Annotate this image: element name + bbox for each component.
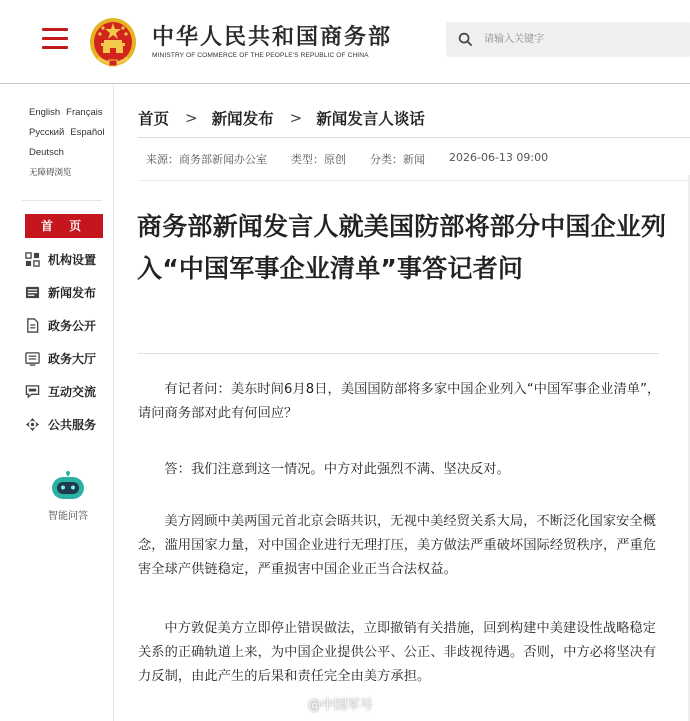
assistant-label[interactable]: 智能问答: [48, 511, 88, 522]
sidebar-item-label: 政务公开: [48, 318, 97, 333]
meta-category: 分类：新闻: [370, 153, 425, 166]
sidebar-item-label: 政务大厅: [48, 351, 97, 366]
site-header: [0, 0, 690, 84]
meta-source: 来源：商务部新闻办公室: [146, 153, 267, 166]
accessibility-link[interactable]: 无障碍浏览: [29, 168, 72, 178]
breadcrumb: [138, 106, 425, 130]
site-name-en[interactable]: MINISTRY OF COMMERCE OF THE PEOPLE'S REPUBLIC OF CHINA: [152, 52, 369, 59]
sidebar: [0, 85, 114, 721]
language-links: [29, 103, 111, 183]
sidebar-item-hall[interactable]: [25, 348, 96, 368]
breadcrumb-separator: >: [185, 109, 198, 127]
sidebar-item-public-service[interactable]: [25, 414, 96, 434]
robot-assistant-icon[interactable]: [50, 471, 86, 501]
search-input[interactable]: [484, 22, 684, 57]
hall-list-icon: [25, 351, 40, 366]
lang-spanish[interactable]: Español: [70, 127, 105, 138]
sidebar-item-label: 互动交流: [48, 384, 97, 399]
document-icon: [25, 318, 40, 333]
menu-icon[interactable]: [42, 28, 68, 50]
national-emblem-icon[interactable]: [88, 14, 138, 68]
breadcrumb-spokesperson[interactable]: 新闻发言人谈话: [316, 110, 425, 128]
weibo-icon: [284, 697, 302, 711]
article-paragraph: 有记者问：美东时间6月8日，美国国防部将多家中国企业列入“中国军事企业清单”，请问商务部对此有何回应？: [138, 382, 661, 421]
article-title: 商务部新闻发言人就美国防部将部分中国企业列入“中国军事企业清单”事答记者问: [137, 212, 667, 283]
sidebar-item-label: 新闻发布: [48, 285, 97, 300]
news-icon: [25, 285, 40, 300]
meta-divider: [138, 180, 690, 181]
lang-russian[interactable]: Русский: [29, 127, 65, 138]
chat-icon: [25, 384, 40, 399]
sidebar-item-interaction[interactable]: [25, 381, 96, 401]
breadcrumb-news[interactable]: 新闻发布: [211, 110, 274, 128]
org-grid-icon: [25, 252, 40, 267]
lang-german[interactable]: Deutsch: [29, 147, 64, 158]
search-icon[interactable]: [458, 32, 473, 47]
sidebar-item-gov-affairs[interactable]: [25, 315, 96, 335]
breadcrumb-home[interactable]: 首页: [138, 110, 170, 128]
sidebar-item-label: 机构设置: [48, 252, 97, 267]
meta-datetime: 2026-06-13 09:00: [449, 151, 549, 164]
sidebar-item-label: 公共服务: [48, 417, 97, 432]
article-meta: [146, 151, 572, 167]
weibo-watermark: [284, 694, 373, 713]
search-box: [446, 22, 690, 57]
sidebar-item-org[interactable]: [25, 249, 96, 269]
service-icon: [25, 417, 40, 432]
article-paragraph: 答：我们注意到这一情况。中方对此强烈不满、坚决反对。: [164, 462, 510, 477]
article-paragraph: 美方罔顾中美两国元首北京会晤共识，无视中美经贸关系大局，不断泛化国家安全概念，滥用国家力量，对中国企业进行无理打压，美方做法严重破坏国际经贸秩序，严重危害全球产供链稳定，严重损害中国企业正当合法权益。: [138, 514, 657, 577]
article-paragraph: 中方敦促美方立即停止错误做法，立即撤销有关措施，回到构建中美建设性战略稳定关系的正确轨道上来，为中国企业提供公平、公正、非歧视待遇。否则，中方必将坚决有力反制，由此产生的后果和责任完全由美方承担。: [138, 621, 657, 684]
title-divider: [138, 353, 659, 354]
sidebar-divider: [22, 200, 102, 201]
lang-french[interactable]: Français: [66, 107, 103, 118]
site-name-cn[interactable]: 中华人民共和国商务部: [152, 25, 393, 50]
meta-type: 类型：原创: [291, 153, 346, 166]
breadcrumb-separator: >: [289, 109, 303, 127]
sidebar-item-home[interactable]: 首 页: [25, 214, 103, 238]
breadcrumb-divider: [138, 137, 690, 138]
watermark-text: @中国军号: [308, 698, 374, 713]
lang-english[interactable]: English: [29, 107, 61, 118]
sidebar-item-news[interactable]: [25, 282, 96, 302]
